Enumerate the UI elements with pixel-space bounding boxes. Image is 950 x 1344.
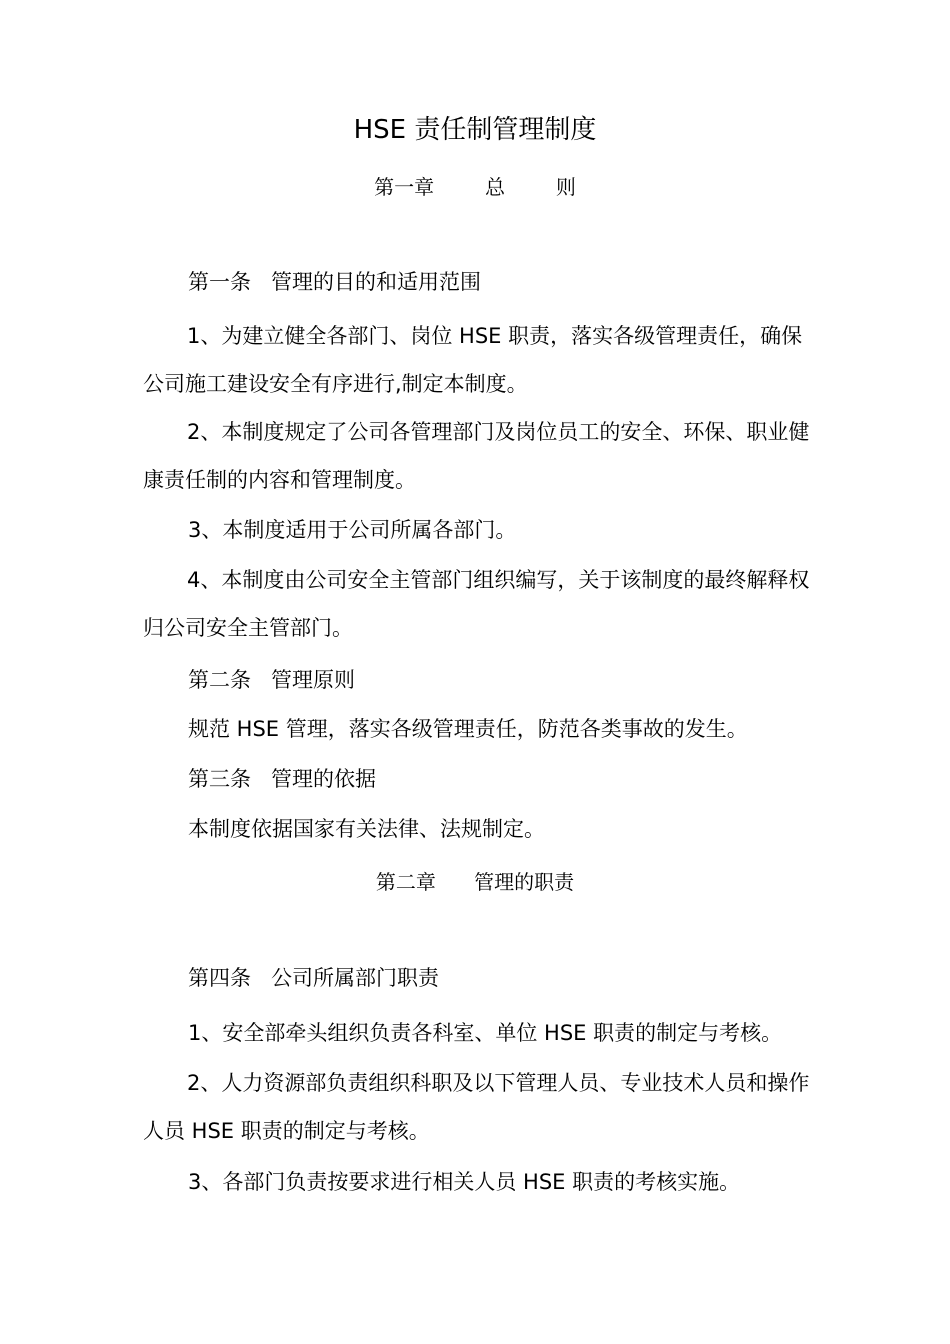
- article-4-item-3: 3、各部门负责按要求进行相关人员 HSE 职责的考核实施。: [188, 1170, 741, 1194]
- document-title: HSE 责任制管理制度: [353, 115, 597, 145]
- article-4-number: 第四条: [188, 966, 251, 990]
- article-2-number: 第二条: [188, 668, 251, 692]
- article-1-title: 管理的目的和适用范围: [271, 270, 481, 294]
- article-2-heading: [188, 656, 828, 704]
- article-4-title: 公司所属部门职责: [271, 966, 439, 990]
- article-1-item-4: 4、本制度由公司安全主管部门组织编写，关于该制度的最终解释权归公司安全主管部门。: [143, 568, 810, 640]
- article-1-heading: [188, 258, 828, 306]
- article-2-body: 规范 HSE 管理，落实各级管理责任，防范各类事故的发生。: [188, 717, 748, 741]
- chapter-1-label: 第一章: [374, 175, 435, 199]
- article-1-number: 第一条: [188, 270, 251, 294]
- article-3-title: 管理的依据: [271, 767, 376, 791]
- article-1-item-3: 3、本制度适用于公司所属各部门。: [188, 518, 517, 542]
- article-3-body: 本制度依据国家有关法律、法规制定。: [188, 817, 545, 841]
- article-3-number: 第三条: [188, 767, 251, 791]
- chapter-2-heading: [0, 867, 950, 897]
- article-2-title: 管理原则: [271, 668, 355, 692]
- chapter-1-heading: [0, 172, 950, 202]
- chapter-1-name-part2: 则: [555, 175, 576, 199]
- chapter-1-name-part1: 总: [485, 175, 505, 199]
- chapter-2-label: 第二章: [375, 870, 436, 894]
- article-4-item-2: 2、人力资源部负责组织科职及以下管理人员、专业技术人员和操作人员 HSE 职责的制定与考核。: [143, 1071, 810, 1143]
- article-1-item-1: 1、为建立健全各部门、岗位 HSE 职责，落实各级管理责任，确保公司施工建设安全有序进行,制定本制度。: [143, 324, 803, 396]
- article-4-heading: [188, 954, 828, 1002]
- article-1-item-2: 2、本制度规定了公司各管理部门及岗位员工的安全、环保、职业健康责任制的内容和管理制度。: [143, 420, 810, 492]
- article-3-heading: [188, 755, 828, 803]
- chapter-2-name: 管理的职责: [474, 870, 575, 894]
- article-4-item-1: 1、安全部牵头组织负责各科室、单位 HSE 职责的制定与考核。: [188, 1021, 783, 1045]
